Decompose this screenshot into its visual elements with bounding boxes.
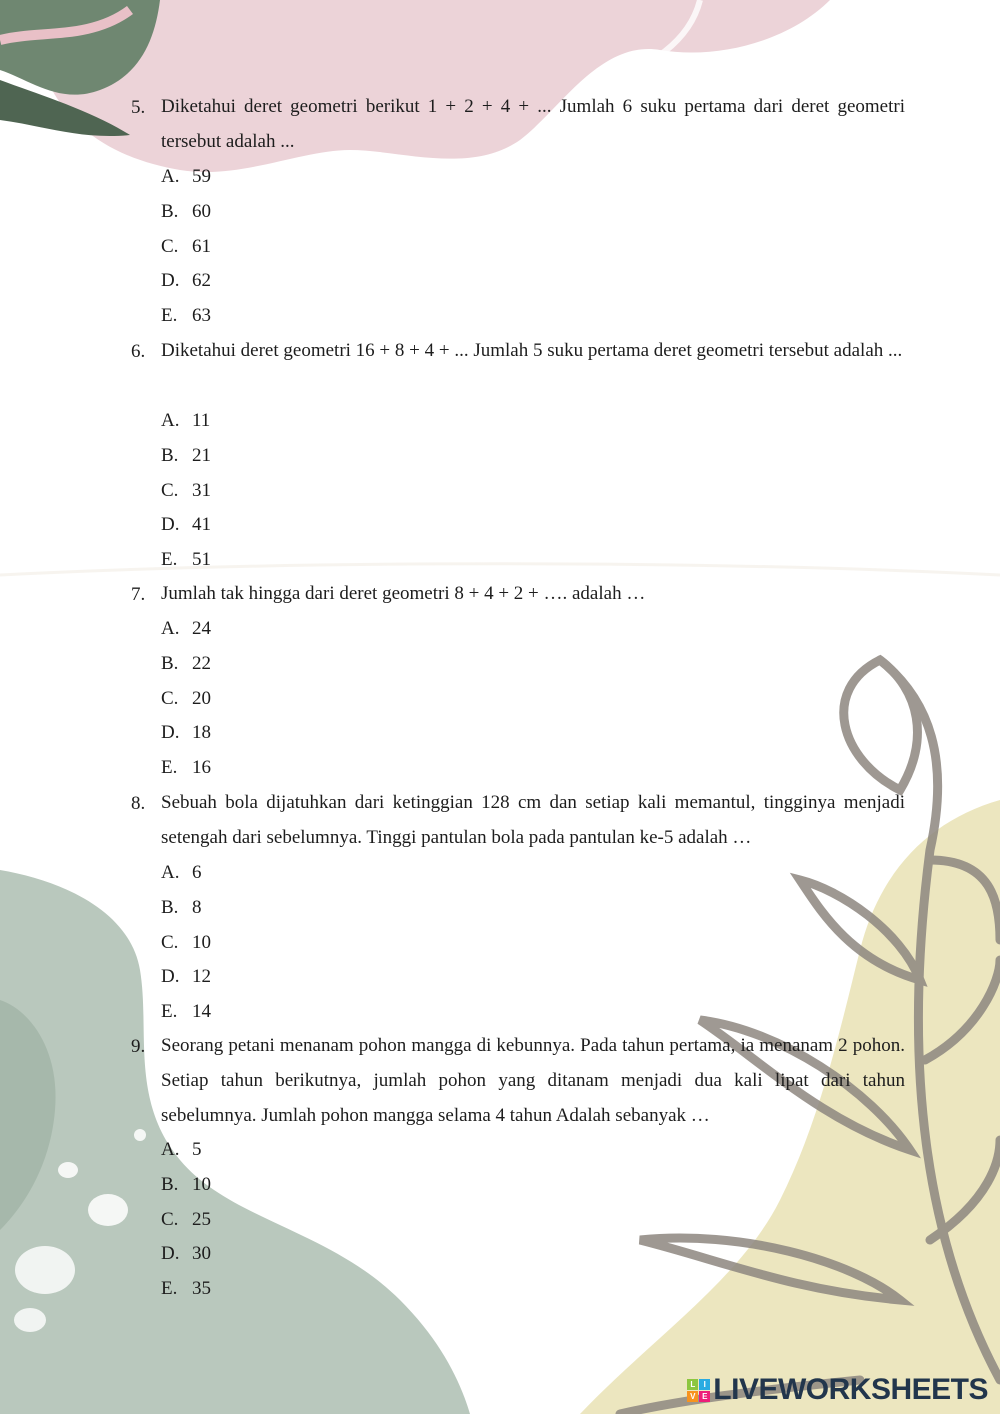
liveworksheets-logo[interactable]: [687, 1372, 988, 1408]
option-value: 63: [192, 305, 211, 327]
question-number: 7.: [131, 584, 146, 605]
option-d[interactable]: [161, 716, 211, 751]
option-value: 22: [192, 652, 211, 674]
question-text: Diketahui deret geometri berikut 1 + 2 + 4 + ... Jumlah 6 suku pertama dari deret geometri tersebut adalah ...: [161, 96, 905, 152]
option-c[interactable]: [161, 1203, 211, 1238]
question-text: Diketahui deret geometri 16 + 8 + 4 + ... Jumlah 5 suku pertama deret geometri tersebut adalah ...: [161, 340, 903, 361]
option-b[interactable]: [161, 1168, 211, 1203]
option-letter: A.: [161, 166, 180, 187]
option-letter: C.: [161, 1208, 179, 1230]
options-list: [161, 1133, 211, 1307]
option-value: 62: [192, 270, 211, 292]
option-d[interactable]: [161, 508, 211, 543]
option-e[interactable]: [161, 995, 211, 1030]
option-value: 11: [192, 410, 211, 431]
question-text: Jumlah tak hingga dari deret geometri 8 + 4 + 2 + …. adalah …: [161, 583, 646, 604]
option-value: 8: [192, 896, 202, 918]
options-list: [161, 160, 211, 334]
option-letter: C.: [161, 235, 179, 257]
option-e[interactable]: [161, 299, 211, 334]
option-value: 12: [192, 966, 211, 988]
option-letter: B.: [161, 444, 179, 466]
option-letter: B.: [161, 896, 179, 918]
option-letter: A.: [161, 410, 180, 431]
option-value: 5: [192, 1139, 202, 1160]
option-b[interactable]: [161, 195, 211, 230]
option-value: 59: [192, 166, 211, 187]
option-c[interactable]: [161, 230, 211, 265]
option-letter: E.: [161, 757, 178, 779]
option-d[interactable]: [161, 1237, 211, 1272]
option-a[interactable]: [161, 404, 211, 439]
option-e[interactable]: [161, 751, 211, 786]
option-letter: A.: [161, 862, 180, 883]
option-c[interactable]: [161, 682, 211, 717]
logo-mark-letter: E: [699, 1391, 710, 1402]
option-value: 61: [192, 235, 211, 257]
option-letter: B.: [161, 652, 179, 674]
option-value: 14: [192, 1001, 211, 1023]
question-number: 8.: [131, 793, 146, 814]
option-value: 21: [192, 444, 211, 466]
option-a[interactable]: [161, 1133, 211, 1168]
option-letter: D.: [161, 722, 180, 744]
option-a[interactable]: [161, 160, 211, 195]
option-letter: E.: [161, 549, 178, 571]
option-value: 51: [192, 549, 211, 571]
question-number: 9.: [131, 1036, 146, 1057]
option-value: 20: [192, 687, 211, 709]
option-b[interactable]: [161, 439, 211, 474]
option-letter: D.: [161, 270, 180, 292]
options-list: [161, 856, 211, 1030]
option-letter: E.: [161, 305, 178, 327]
option-value: 24: [192, 618, 211, 639]
option-letter: A.: [161, 618, 180, 639]
options-list: [161, 612, 211, 786]
option-letter: D.: [161, 966, 180, 988]
option-letter: D.: [161, 1243, 180, 1265]
option-a[interactable]: [161, 612, 211, 647]
option-a[interactable]: [161, 856, 211, 891]
option-letter: B.: [161, 200, 179, 222]
question-number: 6.: [131, 341, 146, 362]
option-value: 35: [192, 1278, 211, 1300]
option-value: 30: [192, 1243, 211, 1265]
option-letter: B.: [161, 1173, 179, 1195]
option-letter: D.: [161, 514, 180, 536]
option-d[interactable]: [161, 960, 211, 995]
option-d[interactable]: [161, 264, 211, 299]
option-value: 10: [192, 1173, 211, 1195]
option-e[interactable]: [161, 543, 211, 578]
option-value: 31: [192, 479, 211, 501]
option-b[interactable]: [161, 647, 211, 682]
question-text: Sebuah bola dijatuhkan dari ketinggian 128 cm dan setiap kali memantul, tingginya menjadi setengah dari sebelumnya. Tinggi pantulan bola pada pantulan ke-5 adalah …: [161, 792, 905, 848]
option-value: 41: [192, 514, 211, 536]
option-value: 25: [192, 1208, 211, 1230]
option-letter: E.: [161, 1001, 178, 1023]
option-b[interactable]: [161, 891, 211, 926]
logo-mark-letter: L: [687, 1379, 698, 1390]
option-letter: C.: [161, 687, 179, 709]
option-letter: C.: [161, 479, 179, 501]
question-number: 5.: [131, 97, 146, 118]
logo-mark-letter: I: [699, 1379, 710, 1390]
option-value: 10: [192, 931, 211, 953]
option-value: 6: [192, 862, 202, 883]
logo-mark-letter: V: [687, 1391, 698, 1402]
options-list: [161, 404, 211, 578]
logo-text: LIVEWORKSHEETS: [713, 1373, 988, 1406]
option-letter: E.: [161, 1278, 178, 1300]
option-letter: C.: [161, 931, 179, 953]
logo-mark-icon: [687, 1379, 710, 1402]
option-value: 16: [192, 757, 211, 779]
option-c[interactable]: [161, 926, 211, 961]
option-c[interactable]: [161, 474, 211, 509]
option-value: 18: [192, 722, 211, 744]
option-e[interactable]: [161, 1272, 211, 1307]
question-text: Seorang petani menanam pohon mangga di kebunnya. Pada tahun pertama, ia menanam 2 pohon. Setiap tahun berikutnya, jumlah pohon yang ditanam menjadi dua kali lipat dari tahun sebelumnya. Jumlah pohon mangga selama 4 tahun Adalah sebanyak …: [161, 1035, 905, 1126]
option-letter: A.: [161, 1139, 180, 1160]
option-value: 60: [192, 200, 211, 222]
